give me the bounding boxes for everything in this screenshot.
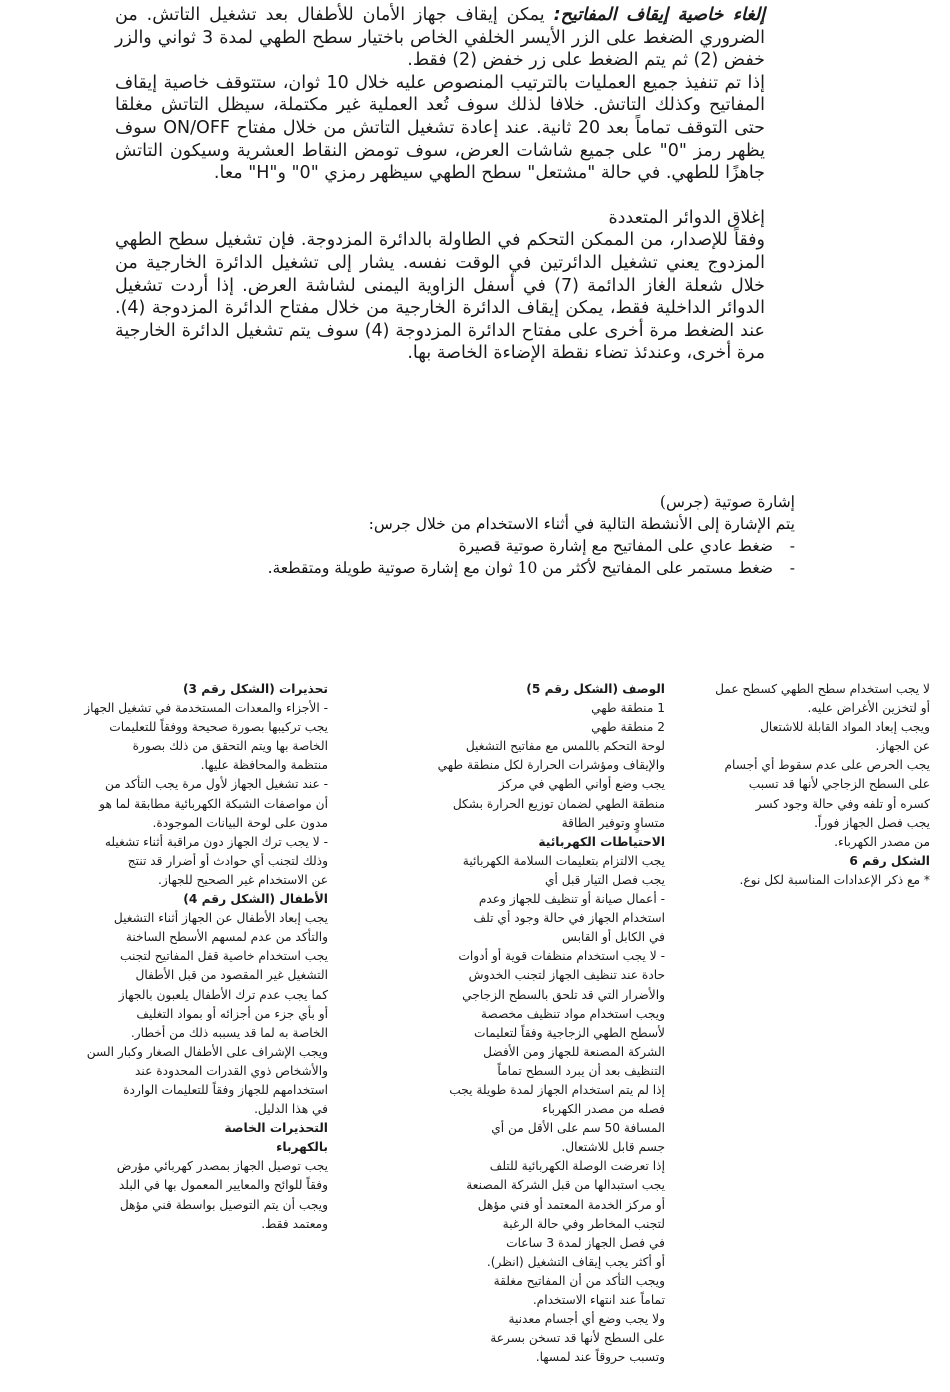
column-line: كسره أو تلفه وفي حالة وجود كسر — [755, 796, 930, 811]
bell-title: إشارة صوتية (جرس) — [659, 493, 795, 511]
column-line: والأشخاص ذوي القدرات المحدودة عند — [135, 1063, 328, 1078]
column-line: لوحة التحكم باللمس مع مفاتيح التشغيل — [465, 739, 665, 754]
column-line: والأضرار التي قد تلحق بالسطح الزجاجي — [462, 987, 665, 1002]
column-line: ويجب استخدام مواد تنظيف مخصصة — [480, 1006, 665, 1021]
column-line: تماماً عند انتهاء الاستخدام. — [532, 1293, 665, 1307]
column-line: يجب الحرص على عدم سقوط أي أجسام — [724, 758, 930, 773]
column-line: ويجب أن يتم التوصيل بواسطة فني مؤهل — [119, 1197, 328, 1212]
column-line: يجب تركيبها بصورة صحيحة ووفقاً للتعليمات — [109, 720, 328, 735]
column-line: ويجب التأكد من أن المفاتيح مغلقة — [493, 1273, 665, 1288]
column-heading: تحذيرات (الشكل رقم 3) — [182, 682, 328, 696]
column-line: ويجب الإشراف على الأطفال الصغار وكبار السن — [86, 1044, 328, 1059]
column-line: ولا يجب وضع أي أجسام معدنية — [508, 1312, 665, 1327]
column-line: استخدامهم للجهاز وفقاً للتعليمات الواردة — [123, 1082, 328, 1097]
paragraph-multi-circuit: وفقاً للإصدار، من الممكن التحكم في الطاولة بالدائرة المزدوجة. فإن تشغيل سطح الطهي المزدوج يعني تشغيل الدائرتين في الوقت نفسه. يشار إلى تشغيل الدائرة الخارجية من خلال شعلة الغاز الدائمة (7) في أسفل الزاوية اليمنى لشاشة العرض. إذا أردت تشغيل الدوائر الداخلية فقط، يمكن إيقاف الدائرة الخارجية من خلال مفتاح الدائرة المزدوجة (4). عند الضغط مرة أخرى على مفتاح الدائرة المزدوجة (4) سوف يتم تشغيل الدائرة الخارجية مرة أخرى، وعندئذ تضاء نقطة الإضاءة الخاصة بها. — [115, 230, 766, 364]
column-line: - الأجزاء والمعدات المستخدمة في تشغيل الجهاز — [84, 701, 328, 716]
column-line: * مع ذكر الإعدادات المناسبة لكل نوع. — [739, 872, 930, 887]
column-line: على السطح الزجاجي لأنها قد تسبب — [748, 777, 930, 792]
column-line: عن الجهاز. — [875, 739, 930, 754]
column-line: يجب الالتزام بتعليمات السلامة الكهربائية — [462, 853, 665, 868]
column-line: في فصل الجهاز لمدة 3 ساعات — [506, 1235, 665, 1250]
column-heading: الأطفال (الشكل رقم 4) — [183, 892, 328, 907]
column-line: أو لتخزين الأغراض عليه. — [807, 701, 930, 716]
bell-bullet-short: - ضغط عادي على المفاتيح مع إشارة صوتية قصيرة — [458, 537, 795, 555]
column-heading: الوصف (الشكل رقم 5) — [526, 682, 665, 696]
column-line: - عند تشغيل الجهاز لأول مرة يجب التأكد من — [104, 777, 328, 792]
column-line: يجب توصيل الجهاز بمصدر كهربائي مؤرض — [116, 1159, 328, 1174]
column-heading: التحذيرات الخاصة — [224, 1121, 328, 1136]
column-line: يجب وضع أواني الطهي في مركز — [498, 777, 665, 792]
column-line: أو مركز الخدمة المعتمد أو فني مؤهل — [477, 1197, 665, 1212]
paragraph-keylock-cancel — [115, 4, 765, 72]
column-line: التنظيف بعد أن يبرد السطح تماماً — [497, 1063, 665, 1078]
column-line: من مصدر الكهرباء. — [834, 834, 930, 849]
column-heading: الاحتياطات الكهربائية — [538, 834, 665, 849]
column-line: لأسطح الطهي الزجاجية وفقاً لتعليمات — [473, 1025, 665, 1040]
column-line: جسم قابل للاشتعال. — [561, 1140, 665, 1155]
top-section — [115, 4, 765, 365]
column-line: يجب استخدام خاصية قفل المفاتيح لتجنب — [120, 949, 328, 964]
column-line: فصله من مصدر الكهرباء — [542, 1102, 665, 1117]
column-line: يجب استبدالها من قبل الشركة المصنعة — [466, 1178, 665, 1193]
multi-circuit-title: إغلاق الدوائر المتعددة — [608, 207, 765, 228]
column-line: أو أكثر يجب إيقاف التشغيل (انظر). — [486, 1254, 665, 1269]
column-line: 2 منطقة طهي — [591, 720, 665, 735]
column-line: منتظمة والمحافظة عليها. — [200, 758, 328, 773]
column-line: حادة عند تنظيف الجهاز لتجنب الخدوش — [468, 968, 665, 983]
column-middle — [345, 680, 665, 1367]
column-line: لا يجب استخدام سطح الطهي كسطح عمل — [715, 682, 930, 696]
column-line: يجب فصل الجهاز فوراً. — [814, 815, 930, 830]
column-line: التشغيل غير المقصود من قبل الأطفال — [135, 968, 328, 983]
column-left — [8, 680, 328, 1234]
column-line: يجب إبعاد الأطفال عن الجهاز أثناء التشغيل — [113, 911, 328, 926]
column-line: إذا لم يتم استخدام الجهاز لمدة طويلة يجب — [449, 1082, 665, 1097]
column-line: المسافة 50 سم على الأقل من أي — [491, 1121, 665, 1136]
column-line: منطقة الطهي لضمان توزيع الحرارة بشكل — [452, 796, 665, 811]
column-line: كما يجب عدم ترك الأطفال يلعبون بالجهاز — [118, 987, 328, 1002]
column-line: - أعمال صيانة أو تنظيف للجهاز وعدم — [478, 892, 665, 907]
column-line: ومعتمد فقط. — [261, 1216, 328, 1231]
column-line: مدون على لوحة البيانات الموجودة. — [152, 815, 328, 830]
column-heading: الشكل رقم 6 — [849, 853, 930, 868]
column-line: وفقاً للوائح والمعايير المعمول بها في البلد — [118, 1178, 328, 1193]
column-line: يجب فصل التيار قبل أي — [544, 872, 665, 887]
column-line: ويجب إبعاد المواد القابلة للاشتعال — [760, 720, 930, 735]
bell-intro: يتم الإشارة إلى الأنشطة التالية في أثناء الاستخدام من خلال جرس: — [368, 515, 795, 533]
column-line: 1 منطقة طهي — [591, 701, 665, 716]
bell-section — [170, 491, 795, 579]
column-line: إذا تعرضت الوصلة الكهربائية للتلف — [489, 1159, 665, 1174]
bell-bullet-long: - ضغط مستمر على المفاتيح لأكثر من 10 ثوان مع إشارة صوتية طويلة ومتقطعة. — [267, 559, 795, 577]
column-line: أن مواصفات الشبكة الكهربائية مطابقة لما هو — [99, 796, 328, 811]
column-line: الشركة المصنعة للجهاز ومن الأفضل — [483, 1044, 665, 1059]
column-heading: بالكهرباء — [276, 1140, 328, 1155]
column-line: والتأكد من عدم لمسهم الأسطح الساخنة — [125, 930, 328, 945]
column-line: وذلك لتجنب أي حوادث أو أضرار قد تنتج — [127, 853, 328, 868]
column-right — [680, 680, 930, 890]
column-line: في الكابل أو القابس — [562, 930, 665, 945]
keylock-cancel-title: إلغاء خاصية إيقاف المفاتيح: — [553, 5, 765, 25]
column-line: وتسبب حروقاً عند لمسها. — [535, 1350, 665, 1365]
column-line: استخدام الجهاز في حالة وجود أي تلف — [473, 911, 665, 926]
column-line: على السطح لأنها قد تسخن بسرعة — [490, 1331, 665, 1346]
paragraph-operations: إذا تم تنفيذ جميع العمليات بالترتيب المنصوص عليه خلال 10 ثوان، ستتوقف خاصية إيقاف المفاتيح وكذلك التاتش. خلافا لذلك سوف تُعد العملية غير مكتملة، سيظل التاتش مغلقا حتى التوقف تماماً بعد 20 ثانية. عند إعادة تشغيل التاتش من خلال مفتاح ON/OFF سوف يظهر رمز "0" على جميع شاشات العرض، سوف تومض النقاط العشرية وسيكون التاتش جاهزًا للطهي. في حالة "مشتعل" سطح الطهي سيظهر رمزي "0" و"H" معا. — [115, 72, 765, 184]
column-line: في هذا الدليل. — [254, 1102, 328, 1117]
column-line: الخاصة بها ويتم التحقق من ذلك بصورة — [132, 739, 328, 754]
column-line: لتجنب المخاطر وفي حالة الرغبة — [502, 1216, 665, 1231]
column-line: والإيقاف ومؤشرات الحرارة لكل منطقة طهي — [437, 758, 665, 773]
column-line: أو بأي جزء من أجزائه أو بمواد التغليف — [136, 1006, 328, 1021]
column-line: الخاصة به لما قد يسببه ذلك من أخطار. — [130, 1025, 328, 1040]
keylock-cancel-body: يمكن إيقاف جهاز الأمان للأطفال بعد تشغيل التاتش. من الضروري الضغط على الزر الأيسر الخلفي الخاص باختيار سطح الطهي لمدة 3 ثواني والزر خفض (2) ثم يتم الضغط على زر خفض (2) فقط. — [115, 5, 766, 71]
column-line: - لا يجب استخدام منظفات قوية أو أدوات — [458, 949, 665, 964]
column-line: متساوٍ وتوفير الطاقة — [561, 815, 665, 830]
column-line: - لا يجب ترك الجهاز دون مراقبة أثناء تشغيله — [104, 834, 328, 849]
column-line: عن الاستخدام غير الصحيح للجهاز. — [157, 872, 328, 887]
